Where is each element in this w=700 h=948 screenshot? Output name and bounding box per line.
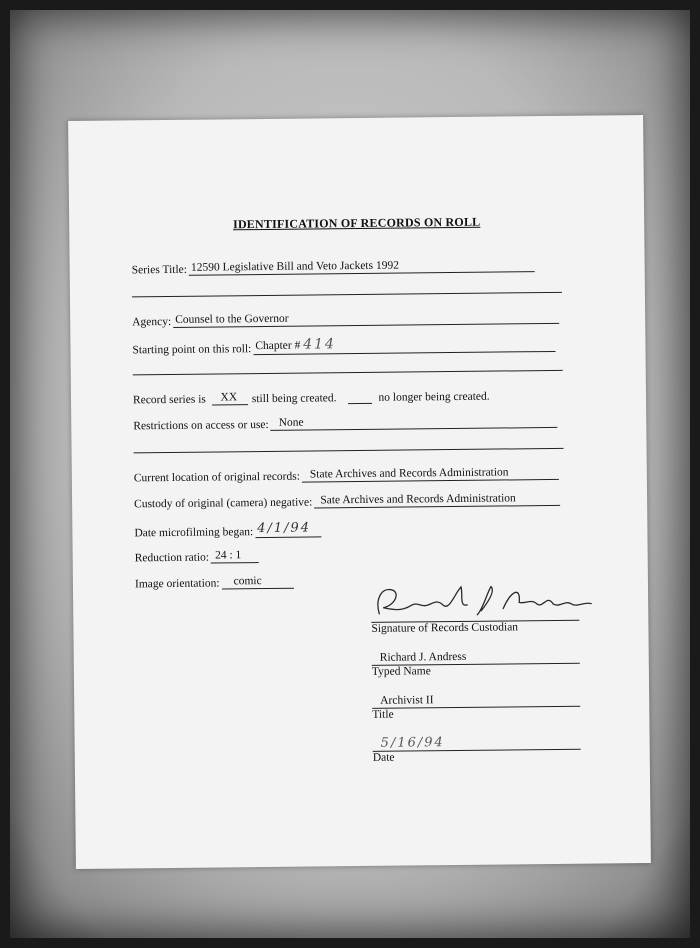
agency-label: Agency: xyxy=(132,315,172,329)
typed-name-caption: Typed Name xyxy=(371,665,431,678)
orientation-row xyxy=(135,575,294,591)
chapter-label: Chapter # xyxy=(255,339,301,353)
reduction-value: 24 : 1 xyxy=(211,549,259,564)
typed-name-line xyxy=(372,645,580,666)
orientation-label: Image orientation: xyxy=(134,577,220,591)
restrictions-label: Restrictions on access or use: xyxy=(133,418,269,433)
series-title-extra-line xyxy=(132,292,562,298)
record-series-label: Record series is xyxy=(132,393,206,407)
restrictions-value: None xyxy=(271,414,558,431)
starting-point-row xyxy=(132,334,555,356)
still-created-label: still being created. xyxy=(251,392,337,406)
no-longer-mark xyxy=(349,402,373,404)
orientation-value: comic xyxy=(221,575,293,590)
title-caption: Title xyxy=(372,708,394,721)
custody-row xyxy=(134,492,560,510)
still-created-mark: XX xyxy=(212,391,248,405)
starting-point-extra-line xyxy=(133,370,563,376)
typed-name-value: Richard J. Andress xyxy=(379,650,467,664)
date-began-value: 4/1/94 xyxy=(255,520,321,538)
reduction-label: Reduction ratio: xyxy=(134,551,210,565)
signature-line xyxy=(371,602,579,623)
form-title: IDENTIFICATION OF RECORDS ON ROLL xyxy=(232,214,481,232)
starting-point-value xyxy=(253,334,555,355)
record-series-row xyxy=(133,389,490,407)
records-form xyxy=(68,115,651,869)
date-caption: Date xyxy=(372,751,395,764)
current-location-value: State Archives and Records Administration xyxy=(302,466,559,483)
signature-caption: Signature of Records Custodian xyxy=(371,621,519,635)
title-line xyxy=(372,688,580,709)
restrictions-row xyxy=(133,414,558,432)
current-location-label: Current location of original records: xyxy=(133,470,300,485)
custody-label: Custody of original (camera) negative: xyxy=(134,496,313,511)
date-began-label: Date microfilming began: xyxy=(134,526,254,540)
signature-block xyxy=(371,602,581,764)
restrictions-extra-line xyxy=(134,448,564,454)
title-value: Archivist II xyxy=(380,694,434,707)
series-title-value: 12590 Legislative Bill and Veto Jackets 1992 xyxy=(189,258,535,276)
date-line xyxy=(373,731,581,752)
reduction-row xyxy=(135,549,260,564)
current-location-row xyxy=(134,466,559,484)
agency-row xyxy=(132,310,559,328)
starting-point-label: Starting point on this roll: xyxy=(132,343,252,357)
chapter-number-handwritten: 414 xyxy=(303,336,337,353)
agency-value: Counsel to the Governor xyxy=(173,310,559,328)
custody-value: Sate Archives and Records Administration xyxy=(314,492,560,509)
date-value: 5/16/94 xyxy=(380,735,445,751)
no-longer-created-label: no longer being created. xyxy=(378,390,490,404)
series-title-row xyxy=(132,258,535,276)
handwritten-signature xyxy=(371,579,601,621)
date-began-row xyxy=(134,520,321,539)
series-title-label: Series Title: xyxy=(131,263,188,277)
